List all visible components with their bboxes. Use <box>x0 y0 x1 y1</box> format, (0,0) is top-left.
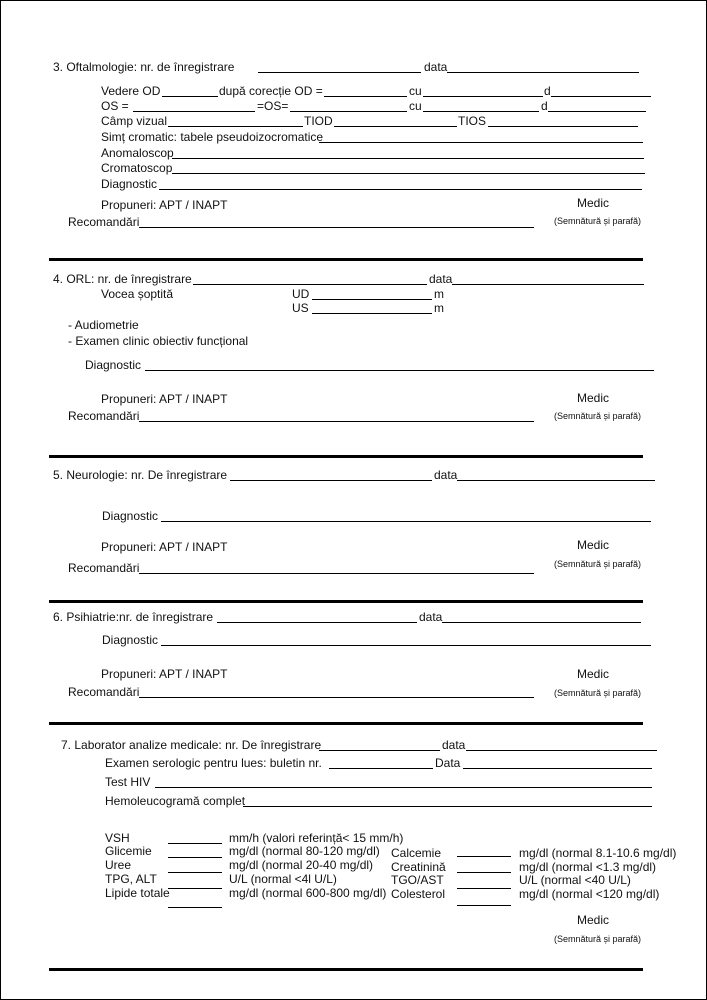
orl-diagnostic-label: Diagnostic <box>85 358 142 372</box>
section-6-heading: 6. Psihiatrie:nr. de înregistrare <box>53 610 214 624</box>
oft-tios-field[interactable] <box>488 126 638 127</box>
neuro-recomandari-field[interactable] <box>139 573 534 574</box>
orl-ud-m-label: m <box>434 287 444 301</box>
oft-date-field[interactable] <box>447 72 639 73</box>
lab-right-value-field[interactable] <box>457 856 511 857</box>
lab-hemoleucograma-label: Hemoleucogramă complet <box>105 794 246 808</box>
oft-cu-label: cu <box>409 84 422 98</box>
oft-d-od-field[interactable] <box>551 96 651 97</box>
lab-right-name: Creatinină <box>391 860 446 874</box>
oft-diagnostic-field[interactable] <box>159 189 642 190</box>
psih-semnatura-label: (Semnătură și parafă) <box>554 688 642 698</box>
lab-right-value-field[interactable] <box>457 905 511 906</box>
lab-right-name: Colesterol <box>391 887 446 901</box>
lab-serologic-label: Examen serologic pentru lues: buletin nr. <box>105 756 322 770</box>
orl-recomandari-label: Recomandări <box>68 409 140 423</box>
section-divider <box>49 455 643 458</box>
orl-recomandari-field[interactable] <box>139 421 534 422</box>
oft-tios-label: TIOS <box>458 114 487 128</box>
neuro-date-field[interactable] <box>457 480 655 481</box>
oft-dupa-corectie-label: după corecție OD = <box>219 84 323 98</box>
lab-hiv-field[interactable] <box>155 787 652 788</box>
oft-recomandari-field[interactable] <box>139 227 534 228</box>
oft-d-os-field[interactable] <box>548 111 646 112</box>
lab-left-unit: U/L (normal <4l U/L) <box>229 872 337 886</box>
oft-diagnostic-label: Diagnostic <box>101 177 158 191</box>
orl-us-field[interactable] <box>312 313 432 314</box>
oft-cu-os-field[interactable] <box>423 111 539 112</box>
psih-diagnostic-label: Diagnostic <box>102 633 159 647</box>
psih-recomandari-field[interactable] <box>139 697 534 698</box>
oft-anomaloscop-field[interactable] <box>172 158 644 159</box>
lab-semnatura-label: (Semnătură și parafă) <box>554 934 642 944</box>
oft-tiod-label: TIOD <box>304 114 333 128</box>
orl-data-label: data <box>429 272 453 286</box>
neuro-diagnostic-field[interactable] <box>161 521 651 522</box>
lab-hemoleucograma-field[interactable] <box>243 806 652 807</box>
orl-date-field[interactable] <box>452 284 644 285</box>
lab-left-value-field[interactable] <box>168 888 222 889</box>
oft-cu-od-field[interactable] <box>423 96 543 97</box>
orl-us-label: US <box>292 301 309 315</box>
lab-left-value-field[interactable] <box>168 843 222 844</box>
section-divider <box>49 600 643 603</box>
lab-left-value-field[interactable] <box>168 872 222 873</box>
section-5-heading: 5. Neurologie: nr. De înregistrare <box>53 468 228 482</box>
section-3-heading: 3. Oftalmologie: nr. de înregistrare <box>53 60 235 74</box>
psih-propuneri-label: Propuneri: APT / INAPT <box>101 667 228 681</box>
lab-buletin-nr-field[interactable] <box>329 768 433 769</box>
lab-reg-number-field[interactable] <box>319 750 440 751</box>
lab-right-value-field[interactable] <box>457 888 511 889</box>
lab-serologic-date-field[interactable] <box>463 768 652 769</box>
orl-audiometrie-label: - Audiometrie <box>68 318 139 332</box>
psih-recomandari-label: Recomandări <box>68 685 140 699</box>
lab-right-unit: mg/dl (normal <120 mg/dl) <box>519 887 660 901</box>
oft-cromatoscop-field[interactable] <box>172 173 645 174</box>
oft-cu-os-label: cu <box>409 99 422 113</box>
lab-left-name: VSH <box>105 831 130 845</box>
neuro-diagnostic-label: Diagnostic <box>102 509 159 523</box>
oft-tiod-field[interactable] <box>334 126 457 127</box>
neuro-data-label: data <box>434 468 458 482</box>
lab-right-name: TGO/AST <box>391 873 444 887</box>
psih-medic-label: Medic <box>577 667 610 681</box>
lab-right-value-field[interactable] <box>457 872 511 873</box>
orl-medic-label: Medic <box>577 391 610 405</box>
neuro-medic-label: Medic <box>577 538 610 552</box>
oft-simt-cromatic-label: Simț cromatic: tabele pseudoizocromatice <box>101 130 324 144</box>
oft-camp-vizual-label: Câmp vizual <box>101 114 168 128</box>
lab-left-name: Glicemie <box>105 844 152 858</box>
orl-diagnostic-field[interactable] <box>145 370 654 371</box>
oft-simt-cromatic-field[interactable] <box>319 142 643 143</box>
lab-right-unit: mg/dl (normal 8.1-10.6 mg/dl) <box>519 846 677 860</box>
oft-os-label: OS = <box>101 99 129 113</box>
lab-left-name: Uree <box>105 858 132 872</box>
lab-right-unit: U/L (normal <40 U/L) <box>519 873 631 887</box>
neuro-recomandari-label: Recomandări <box>68 561 140 575</box>
lab-left-name: Lipide totale <box>105 886 170 900</box>
orl-propuneri-label: Propuneri: APT / INAPT <box>101 392 228 406</box>
psih-reg-number-field[interactable] <box>217 622 417 623</box>
lab-data-label: data <box>442 738 466 752</box>
oft-recomandari-label: Recomandări <box>68 215 140 229</box>
oft-propuneri-label: Propuneri: APT / INAPT <box>101 198 228 212</box>
oft-d-os-label: d <box>541 99 548 113</box>
oft-camp-vizual-field[interactable] <box>168 126 303 127</box>
lab-hiv-label: Test HIV <box>105 775 151 789</box>
oft-os-field[interactable] <box>133 111 255 112</box>
section-7-heading: 7. Laborator analize medicale: nr. De înregistrare <box>61 738 322 752</box>
oft-data-label: data <box>424 60 448 74</box>
lab-left-unit: mg/dl (normal 80-120 mg/dl) <box>229 844 380 858</box>
oft-os-eq-label: =OS= <box>257 99 289 113</box>
oft-corectie-os-field[interactable] <box>290 111 407 112</box>
lab-left-unit: mg/dl (normal 20-40 mg/dl) <box>229 858 374 872</box>
lab-date-field[interactable] <box>466 750 657 751</box>
section-divider <box>49 968 643 971</box>
neuro-semnatura-label: (Semnătură și parafă) <box>554 559 642 569</box>
lab-left-unit: mg/dl (normal 600-800 mg/dl) <box>229 886 387 900</box>
oft-cromatoscop-label: Cromatoscop <box>101 161 173 175</box>
orl-ud-label: UD <box>292 287 310 301</box>
lab-left-name: TPG, ALT <box>105 872 157 886</box>
orl-vocea-label: Vocea șoptită <box>101 287 174 301</box>
section-4-heading: 4. ORL: nr. de înregistrare <box>53 272 192 286</box>
section-divider <box>49 258 643 261</box>
lab-right-unit: mg/dl (normal <1.3 mg/dl) <box>519 860 657 874</box>
section-divider <box>49 722 643 725</box>
oft-anomaloscop-label: Anomaloscop <box>101 146 174 160</box>
oft-medic-label: Medic <box>577 196 610 210</box>
neuro-propuneri-label: Propuneri: APT / INAPT <box>101 540 228 554</box>
psih-data-label: data <box>419 610 443 624</box>
neuro-reg-number-field[interactable] <box>230 480 432 481</box>
lab-left-value-field[interactable] <box>168 857 222 858</box>
oft-semnatura-label: (Semnătură și parafă) <box>554 216 642 226</box>
orl-us-m-label: m <box>434 301 444 315</box>
psih-diagnostic-field[interactable] <box>161 645 651 646</box>
oft-vedere-od-label: Vedere OD <box>101 84 161 98</box>
lab-data-cap-label: Data <box>435 756 461 770</box>
orl-ud-field[interactable] <box>312 299 432 300</box>
lab-right-name: Calcemie <box>391 846 442 860</box>
lab-left-unit: mm/h (valori referință< 15 mm/h) <box>229 831 404 845</box>
orl-reg-number-field[interactable] <box>193 284 427 285</box>
oft-reg-number-field[interactable] <box>258 72 421 73</box>
lab-left-value-field[interactable] <box>168 907 222 908</box>
orl-semnatura-label: (Semnătură și parafă) <box>554 411 642 421</box>
psih-date-field[interactable] <box>442 622 641 623</box>
lab-medic-label: Medic <box>577 913 610 927</box>
orl-examen-clinic-label: - Examen clinic obiectiv funcțional <box>68 334 249 348</box>
oft-vedere-od-field[interactable] <box>162 96 218 97</box>
oft-corectie-od-field[interactable] <box>324 96 407 97</box>
oft-d-label: d <box>544 84 551 98</box>
